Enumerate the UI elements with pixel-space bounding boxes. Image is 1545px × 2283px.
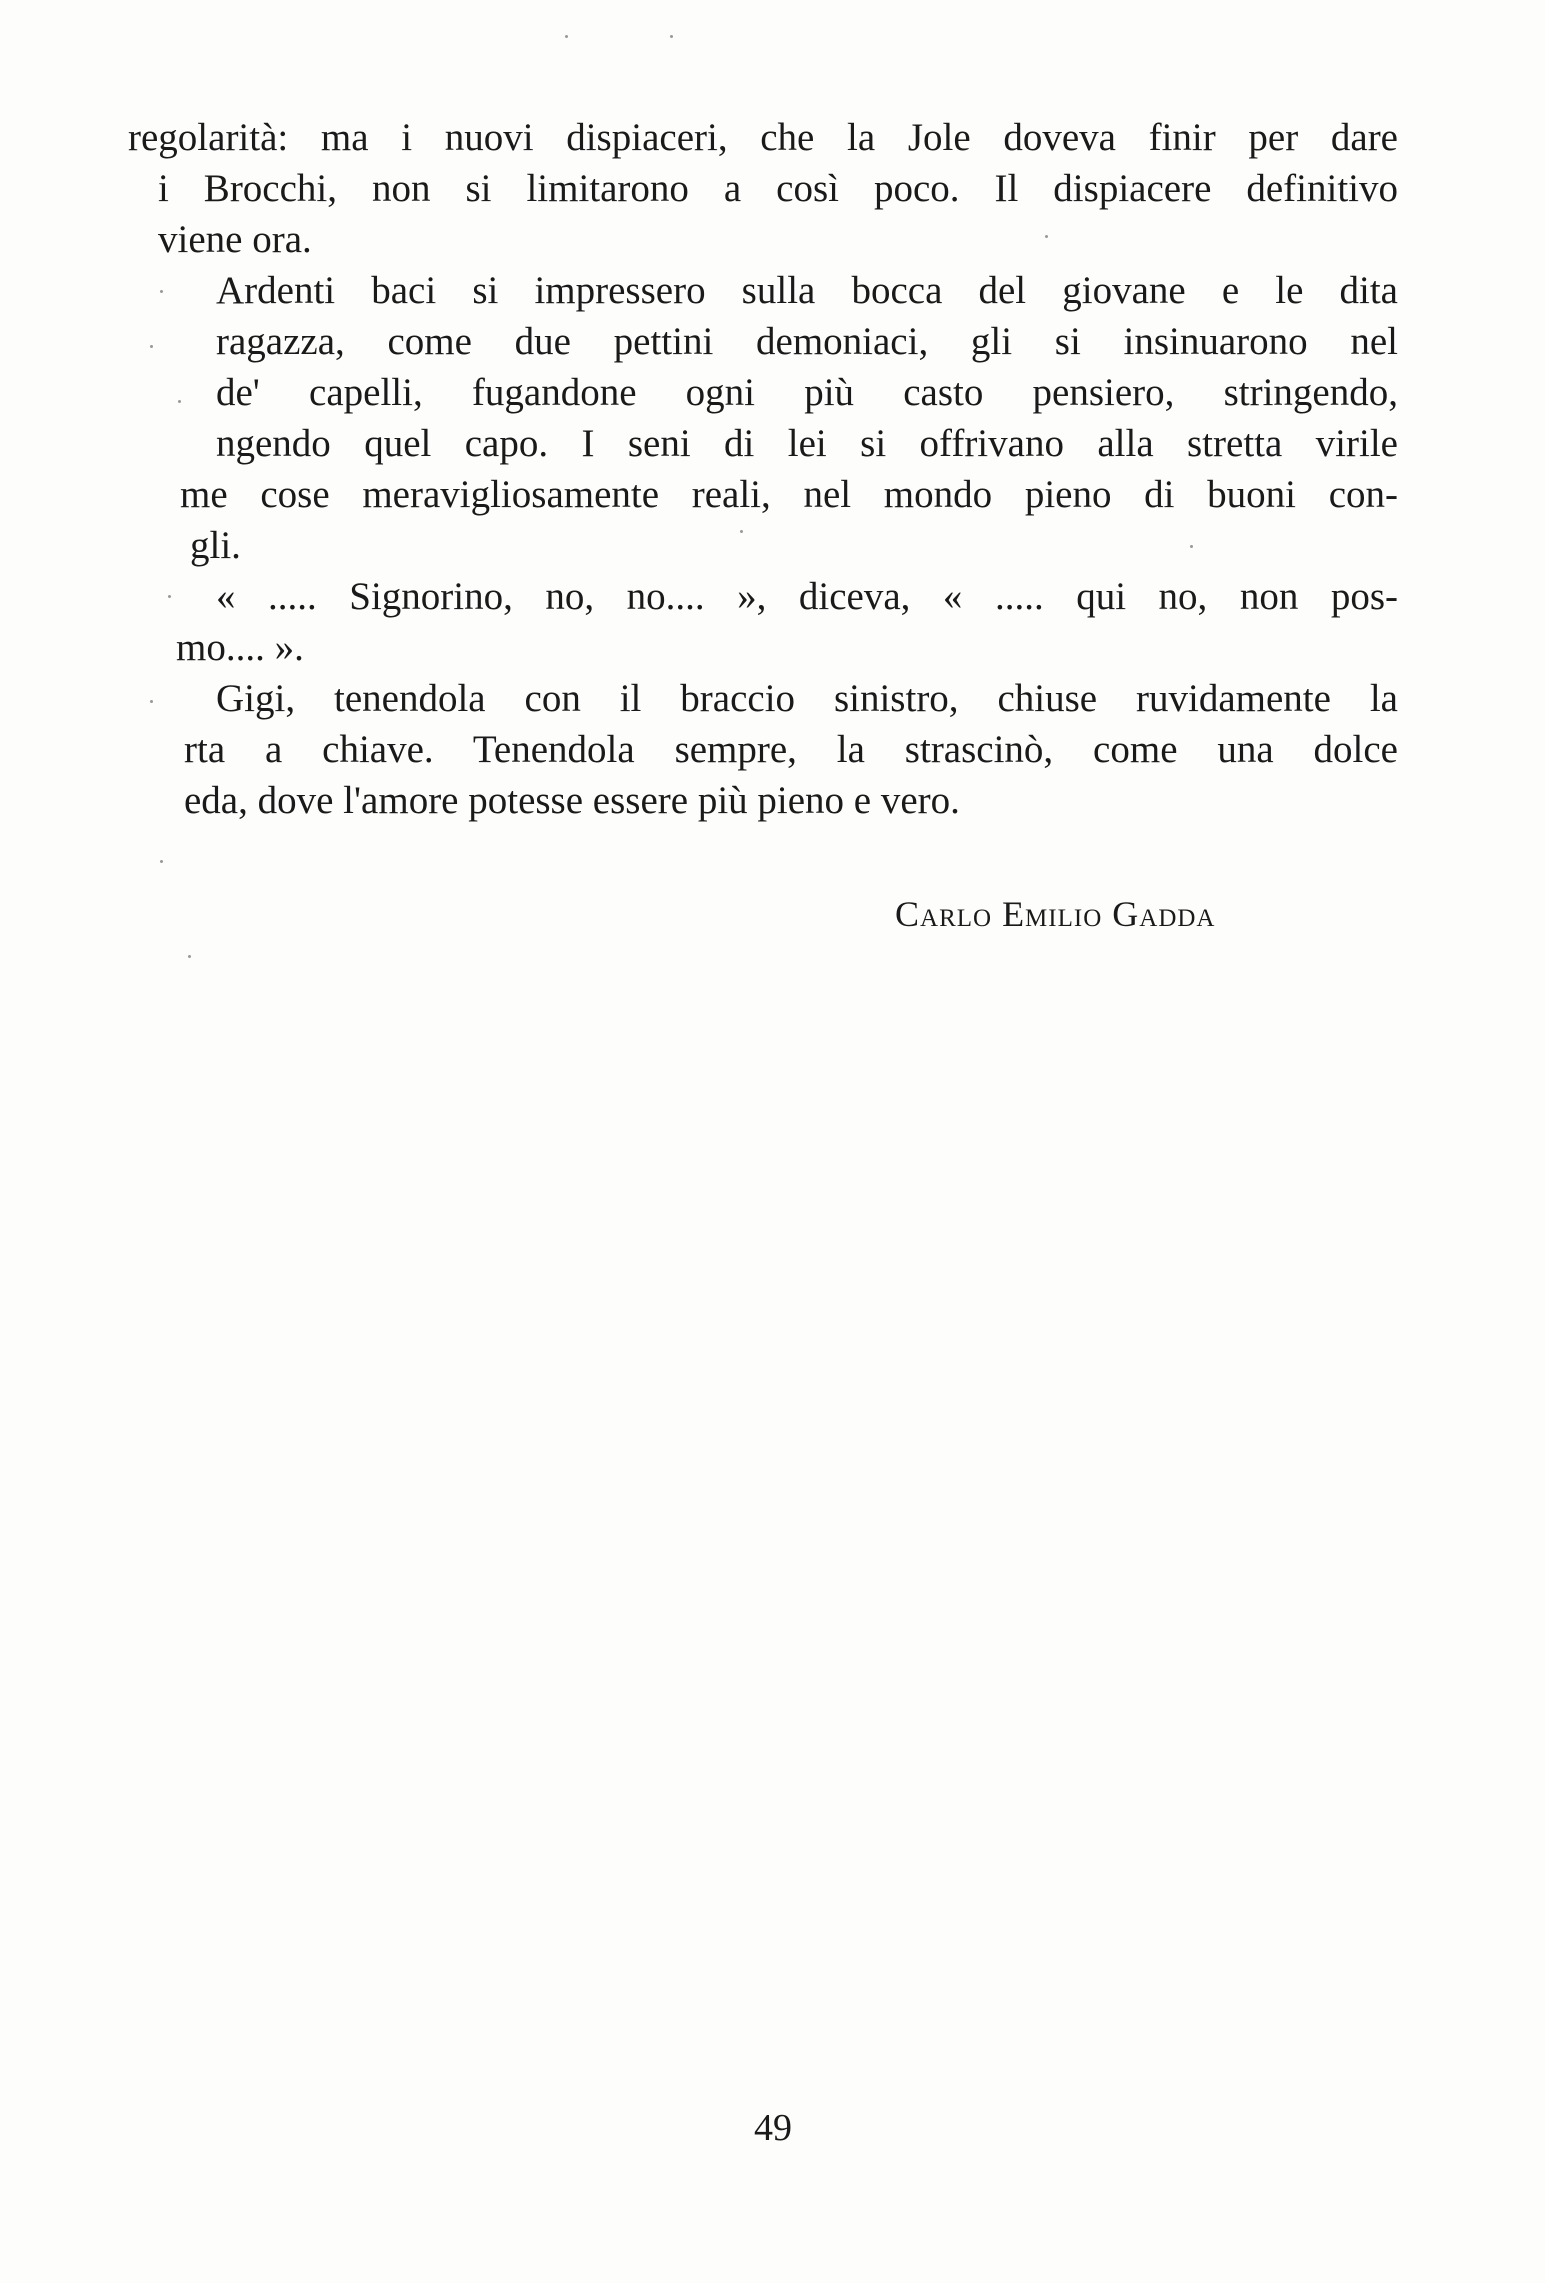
- author-signature: Carlo Emilio Gadda: [895, 894, 1216, 934]
- text-line: viene ora.: [158, 218, 312, 261]
- text-line: me cose meravigliosamente reali, nel mondo pieno di buoni con-: [180, 473, 1398, 516]
- scan-speck: [188, 955, 191, 958]
- scan-speck: [160, 860, 163, 863]
- scan-speck: [160, 290, 163, 293]
- scan-speck: [1190, 545, 1193, 548]
- scan-speck: [150, 700, 153, 703]
- text-line: gli.: [190, 524, 241, 567]
- scan-speck: [740, 530, 743, 533]
- text-line: ragazza, come due pettini demoniaci, gli si insinuarono nel: [216, 320, 1398, 363]
- text-line: eda, dove l'amore potesse essere più pieno e vero.: [184, 779, 960, 822]
- text-line: Ardenti baci si impressero sulla bocca del giovane e le dita: [216, 269, 1398, 312]
- body-text: [128, 112, 1398, 826]
- scan-speck: [178, 400, 181, 403]
- scan-speck: [150, 345, 153, 348]
- scan-speck: [670, 35, 673, 38]
- scan-speck: [1045, 235, 1048, 238]
- text-line: de' capelli, fugandone ogni più casto pensiero, stringendo,: [216, 371, 1398, 414]
- page-number: 49: [754, 2107, 792, 2149]
- text-line: ngendo quel capo. I seni di lei si offrivano alla stretta virile: [216, 422, 1398, 465]
- text-line: « ..... Signorino, no, no.... », diceva, « ..... qui no, non pos-: [216, 575, 1398, 618]
- scan-speck: [168, 595, 171, 598]
- scan-speck: [565, 35, 568, 38]
- text-line: mo.... ».: [176, 626, 304, 669]
- text-line: rta a chiave. Tenendola sempre, la strascinò, come una dolce: [184, 728, 1398, 771]
- text-line: i Brocchi, non si limitarono a così poco. Il dispiacere definitivo: [158, 167, 1398, 210]
- text-line: regolarità: ma i nuovi dispiaceri, che la Jole doveva finir per dare: [128, 116, 1398, 159]
- text-line: Gigi, tenendola con il braccio sinistro, chiuse ruvidamente la: [216, 677, 1398, 720]
